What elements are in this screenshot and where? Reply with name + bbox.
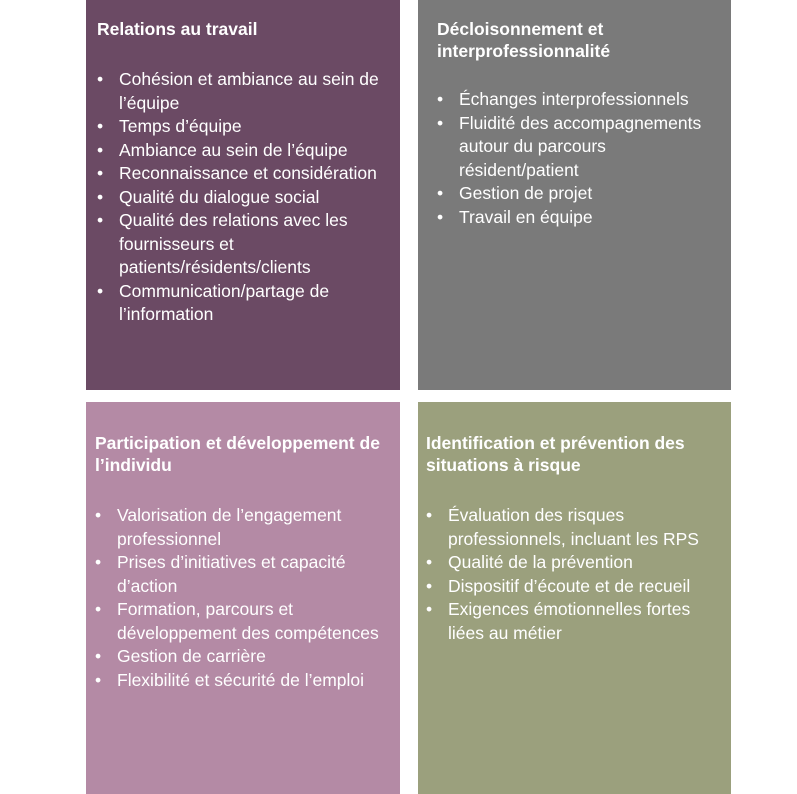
quadrant-title: Identification et prévention des situations à risque: [426, 433, 685, 475]
item-list: [95, 504, 388, 692]
list-item: • Qualité du dialogue social: [97, 186, 388, 210]
quadrant-decloisonnement: [418, 0, 731, 390]
list-item: • Ambiance au sein de l’équipe: [97, 139, 388, 163]
list-item: • Formation, parcours et développement des compétences: [95, 598, 388, 645]
item-list: [426, 504, 723, 645]
list-item: • Travail en équipe: [437, 206, 723, 230]
list-item: • Gestion de projet: [437, 182, 723, 206]
item-list: [97, 68, 388, 327]
item-list: [437, 88, 723, 229]
quadrant-identification-prevention: [418, 402, 731, 794]
list-item: • Gestion de carrière: [95, 645, 388, 669]
quadrant-title: Relations au travail: [97, 19, 258, 39]
quadrant-title: Participation et développement de l’individu: [95, 433, 380, 475]
quadrant-title: Décloisonnement et interprofessionnalité: [437, 19, 611, 61]
list-item: • Reconnaissance et considération: [97, 162, 388, 186]
list-item: • Flexibilité et sécurité de l’emploi: [95, 669, 388, 693]
list-item: • Cohésion et ambiance au sein de l’équipe: [97, 68, 388, 115]
list-item: • Prises d’initiatives et capacité d’action: [95, 551, 388, 598]
list-item: • Temps d’équipe: [97, 115, 388, 139]
list-item: • Valorisation de l’engagement professionnel: [95, 504, 388, 551]
quadrant-participation-developpement: [86, 402, 400, 794]
list-item: • Communication/partage de l’information: [97, 280, 388, 327]
list-item: • Dispositif d’écoute et de recueil: [426, 575, 723, 599]
list-item: • Fluidité des accompagnements autour du parcours résident/patient: [437, 112, 723, 183]
list-item: • Évaluation des risques professionnels, incluant les RPS: [426, 504, 723, 551]
list-item: • Échanges interprofessionnels: [437, 88, 723, 112]
list-item: • Exigences émotionnelles fortes liées au métier: [426, 598, 723, 645]
list-item: • Qualité des relations avec les fournisseurs et patients/résidents/clients: [97, 209, 388, 280]
quadrant-relations-au-travail: [86, 0, 400, 390]
list-item: • Qualité de la prévention: [426, 551, 723, 575]
